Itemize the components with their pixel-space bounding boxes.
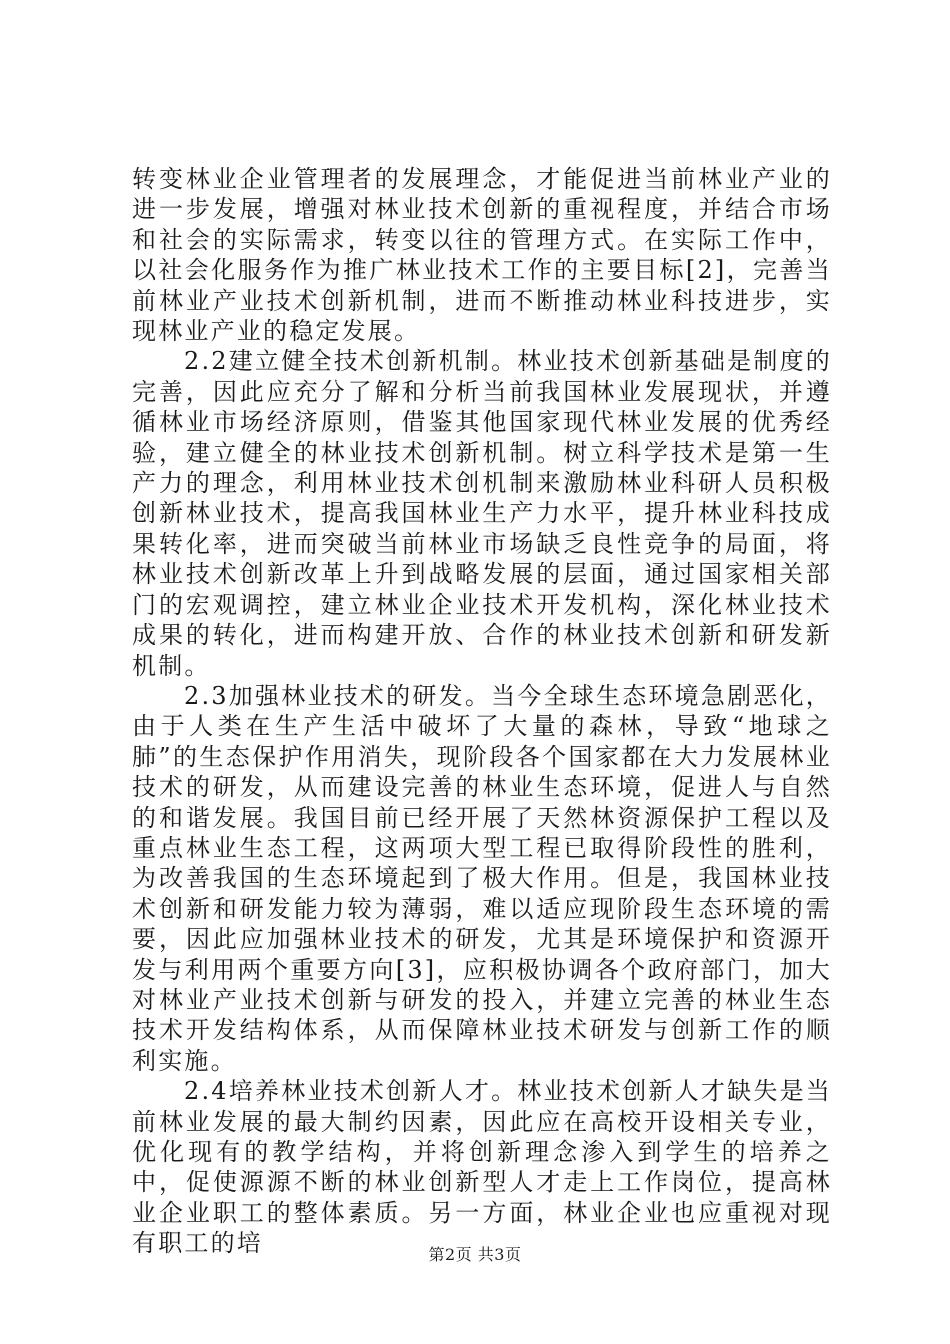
section-2-4-paragraph: 2.4培养林业技术创新人才。林业技术创新人才缺失是当前林业发展的最大制约因素，因此应在高校开设相关专业，优化现有的教学结构，并将创新理念渗入到学生的培养之中，促使源源不断的林业创新型人才走上工作岗位，提高林业企业职工的整体素质。另一方面，林业企业也应重视对现有职工的培 (132, 1077, 832, 1258)
page-number-footer: 第2页 共3页 (428, 1245, 522, 1264)
body-paragraph-continued: 转变林业企业管理者的发展理念，才能促进当前林业产业的进一步发展，增强对林业技术创新的重视程度，并结合市场和社会的实际需求，转变以往的管理方式。在实际工作中，以社会化服务作为推广林业技术工作的主要目标[2]，完善当前林业产业技术创新机制，进而不断推动林业科技进步，实现林业产业的稳定发展。 (132, 165, 832, 346)
section-2-3-paragraph: 2.3加强林业技术的研发。当今全球生态环境急剧恶化，由于人类在生产生活中破坏了大量的森林，导致“地球之肺”的生态保护作用消失，现阶段各个国家都在大力发展林业技术的研发，从而建设完善的林业生态环境，促进人与自然的和谐发展。我国目前已经开展了天然林资源保护工程以及重点林业生态工程，这两项大型工程已取得阶段性的胜利，为改善我国的生态环境起到了极大作用。但是，我国林业技术创新和研发能力较为薄弱，难以适应现阶段生态环境的需要，因此应加强林业技术的研发，尤其是环境保护和资源开发与利用两个重要方向[3]，应积极协调各个政府部门，加大对林业产业技术创新与研发的投入，并建立完善的林业生态技术开发结构体系，从而保障林业技术研发与创新工作的顺利实施。 (132, 681, 832, 1075)
section-2-2-paragraph: 2.2建立健全技术创新机制。林业技术创新基础是制度的完善，因此应充分了解和分析当前我国林业发展现状，并遵循林业市场经济原则，借鉴其他国家现代林业发展的优秀经验，建立健全的林业技术创新机制。树立科学技术是第一生产力的理念，利用林业技术创机制来激励林业科研人员积极创新林业技术，提高我国林业生产力水平，提升林业科技成果转化率，进而突破当前林业市场缺乏良性竞争的局面，将林业技术创新改革上升到战略发展的层面，通过国家相关部门的宏观调控，建立林业企业技术开发机构，深化林业技术成果的转化，进而构建开放、合作的林业技术创新和研发新机制。 (132, 347, 832, 680)
document-body (132, 164, 832, 1259)
